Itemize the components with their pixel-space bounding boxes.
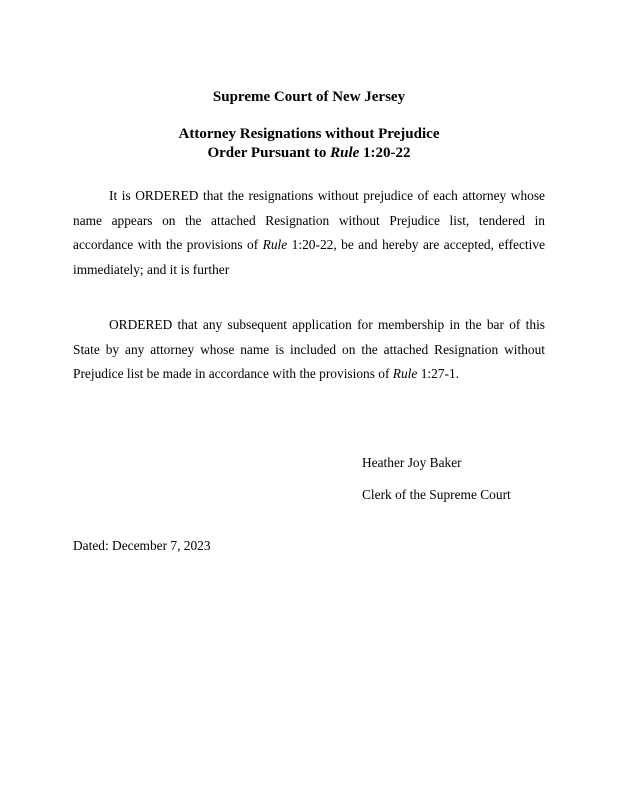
document-title — [0, 125, 618, 163]
signatory-name: Heather Joy Baker — [362, 455, 462, 470]
dated-line: Dated: December 7, 2023 — [73, 538, 211, 553]
title-rule-word: Rule — [330, 145, 360, 161]
title-line-2 — [0, 144, 618, 163]
paragraph-1-rule-word: Rule — [262, 237, 288, 252]
title-rule-number: 1:20-22 — [359, 145, 411, 161]
order-paragraph-2 — [73, 313, 545, 387]
paragraph-2-rule-word: Rule — [392, 366, 418, 381]
order-paragraph-1 — [73, 184, 545, 282]
paragraph-1-text-end: 1:20-22, be and hereby are accepted, effective immediately; and it is further — [73, 237, 546, 277]
title-line-2-prefix: Order Pursuant to — [207, 145, 331, 161]
paragraph-1-text-start: It is ORDERED that the resignations without prejudice of each attorney whose name appears on the attached Resignation without Prejudice list, tendered in accordance with the provisions of — [73, 188, 545, 252]
title-line-1: Attorney Resignations without Prejudice — [178, 126, 440, 142]
signatory-title: Clerk of the Supreme Court — [362, 487, 511, 502]
paragraph-2-text-end: 1:27-1. — [417, 366, 459, 381]
court-name: Supreme Court of New Jersey — [212, 89, 406, 105]
paragraph-2-text-start: ORDERED that any subsequent application for membership in the bar of this State by any attorney whose name is included on the attached Resignation without Prejudice list be made in accordance with the provisions of — [73, 317, 545, 381]
